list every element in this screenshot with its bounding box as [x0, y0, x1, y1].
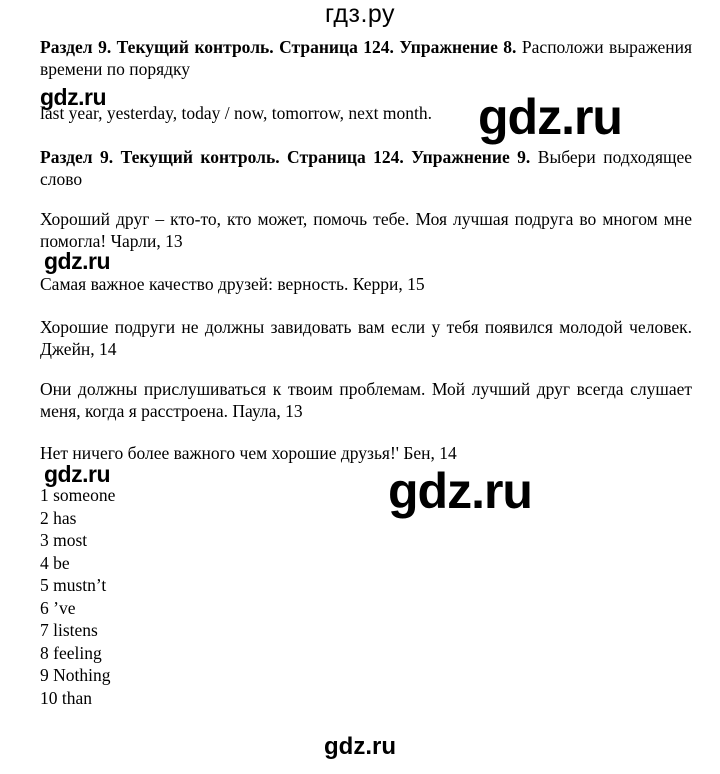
exercise-9-paragraph-5: Нет ничего более важного чем хорошие друзья!' Бен, 14	[40, 443, 457, 463]
answer-item: 4 be	[40, 552, 70, 573]
answer-item: 3 most	[40, 530, 88, 550]
exercise-9-paragraph-2: Самая важное качество друзей: верность. Керри, 15	[40, 274, 425, 294]
watermark-large-2: gdz.ru	[388, 463, 532, 519]
answer-item: 1 someone	[40, 485, 116, 505]
answer-item: 10 than	[40, 687, 93, 708]
footer-watermark: gdz.ru	[324, 733, 396, 760]
exercise-9-paragraph-4: Они должны прислушиваться к твоим проблемам. Мой лучший друг всегда слушает меня, когда я расстроена. Паула, 13	[40, 379, 692, 421]
answer-item: 9 Nothing	[40, 665, 111, 685]
exercise-9-paragraph-1: Хороший друг – кто-то, кто может, помочь тебе. Моя лучшая подруга во многом мне помогла! Чарли, 13	[40, 209, 692, 251]
answer-item: 5 mustn’t	[40, 575, 107, 595]
exercise-8-instruction: Расположи выражения времени по порядку	[40, 37, 692, 79]
exercise-9-heading: Раздел 9. Текущий контроль. Страница 124. Упражнение 9.	[40, 147, 531, 167]
watermark-large-1: gdz.ru	[478, 89, 622, 145]
answer-item: 7 listens	[40, 620, 98, 640]
watermark-small-3: gdz.ru	[44, 461, 110, 487]
exercise-8-answer: last year, yesterday, today / now, tomorrow, next month.	[40, 103, 432, 123]
answer-item: 2 has	[40, 507, 77, 528]
exercise-9-task	[40, 146, 692, 190]
watermark-small-2: gdz.ru	[44, 248, 110, 274]
answer-item: 6 ’ve	[40, 597, 76, 618]
exercise-9-instruction: Выбери подходящее слово	[40, 147, 693, 189]
answer-item: 8 feeling	[40, 642, 102, 663]
exercise-8-task	[40, 36, 692, 80]
answers-list	[40, 484, 115, 709]
exercise-8-heading: Раздел 9. Текущий контроль. Страница 124. Упражнение 8.	[40, 37, 517, 57]
exercise-9-paragraph-3: Хорошие подруги не должны завидовать вам если у тебя появился молодой человек. Джейн, 14	[40, 317, 692, 359]
site-header: гдз.ру	[324, 0, 396, 28]
watermark-small-1: gdz.ru	[40, 84, 106, 110]
